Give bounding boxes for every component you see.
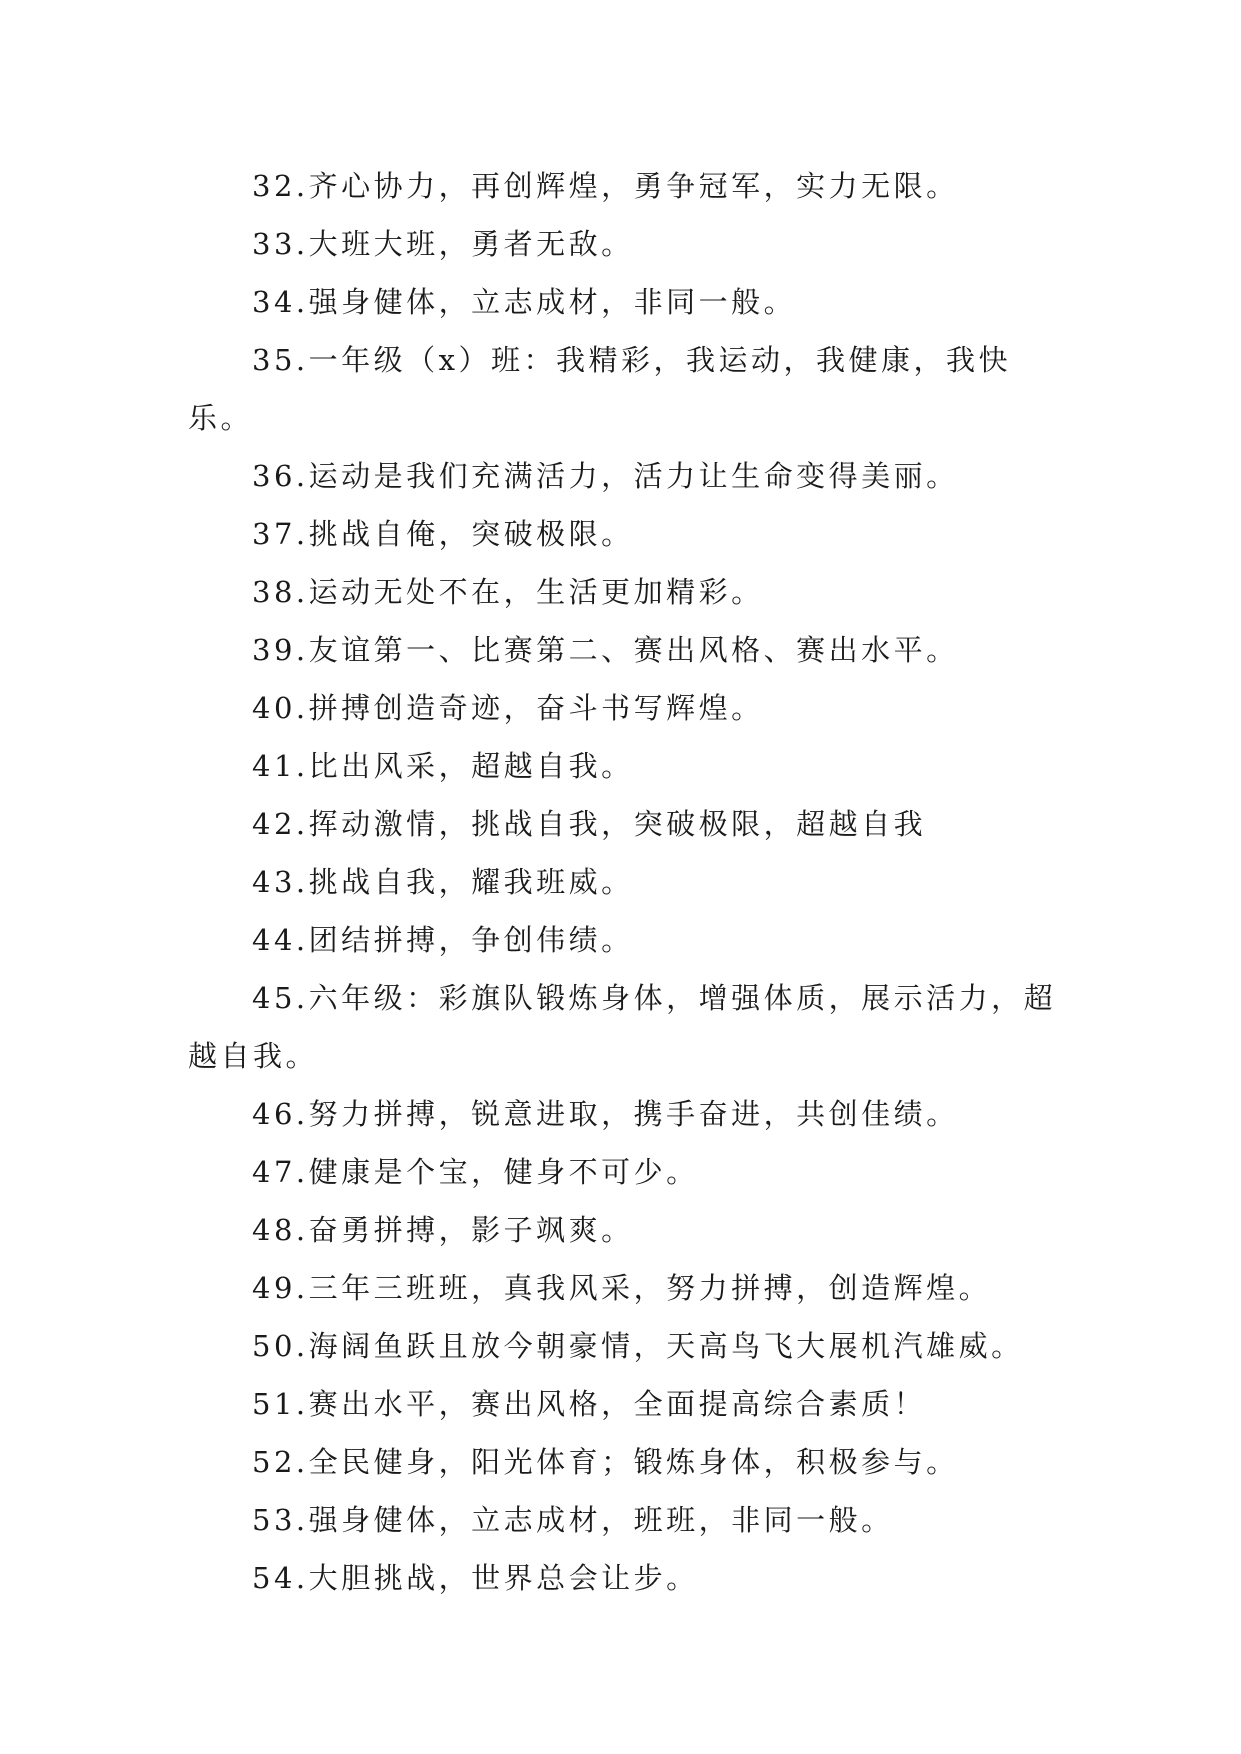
list-item: 47.健康是个宝，健身不可少。 — [252, 1155, 699, 1189]
list-item: 38.运动无处不在，生活更加精彩。 — [252, 575, 764, 609]
list-item: 51.赛出水平，赛出风格，全面提高综合素质！ — [252, 1387, 927, 1421]
list-item: 49.三年三班班，真我风采，努力拼搏，创造辉煌。 — [252, 1271, 992, 1305]
list-item: 36.运动是我们充满活力，活力让生命变得美丽。 — [252, 459, 959, 493]
list-item: 50.海阔鱼跃且放今朝豪情，天高鸟飞大展机汽雄威。 — [252, 1329, 1024, 1363]
list-item: 39.友谊第一、比赛第二、赛出风格、赛出水平。 — [252, 633, 959, 667]
list-item: 41.比出风采，超越自我。 — [252, 749, 634, 783]
list-item: 34.强身健体，立志成材，非同一般。 — [252, 285, 797, 319]
list-item: 44.团结拼搏，争创伟绩。 — [252, 923, 634, 957]
list-item: 42.挥动激情，挑战自我，突破极限，超越自我 — [252, 807, 927, 841]
list-item: 48.奋勇拼搏，影子飒爽。 — [252, 1213, 634, 1247]
list-item: 43.挑战自我，耀我班威。 — [252, 865, 634, 899]
list-item: 46.努力拼搏，锐意进取，携手奋进，共创佳绩。 — [252, 1097, 959, 1131]
list-item: 54.大胆挑战，世界总会让步。 — [252, 1561, 699, 1595]
list-item: 53.强身健体，立志成材，班班，非同一般。 — [252, 1503, 894, 1537]
list-item: 33.大班大班，勇者无敌。 — [252, 227, 634, 261]
list-item: 32.齐心协力，再创辉煌，勇争冠军，实力无限。 — [252, 169, 959, 203]
list-item: 52.全民健身，阳光体育；锻炼身体，积极参与。 — [252, 1445, 959, 1479]
list-item: 40.拼搏创造奇迹，奋斗书写辉煌。 — [252, 691, 764, 725]
list-item: 35.一年级（x）班：我精彩，我运动，我健康，我快乐。 — [188, 343, 1011, 435]
slogan-list — [188, 157, 1068, 1607]
list-item: 37.挑战自俺，突破极限。 — [252, 517, 634, 551]
list-item: 45.六年级：彩旗队锻炼身体，增强体质，展示活力，超越自我。 — [188, 981, 1057, 1073]
